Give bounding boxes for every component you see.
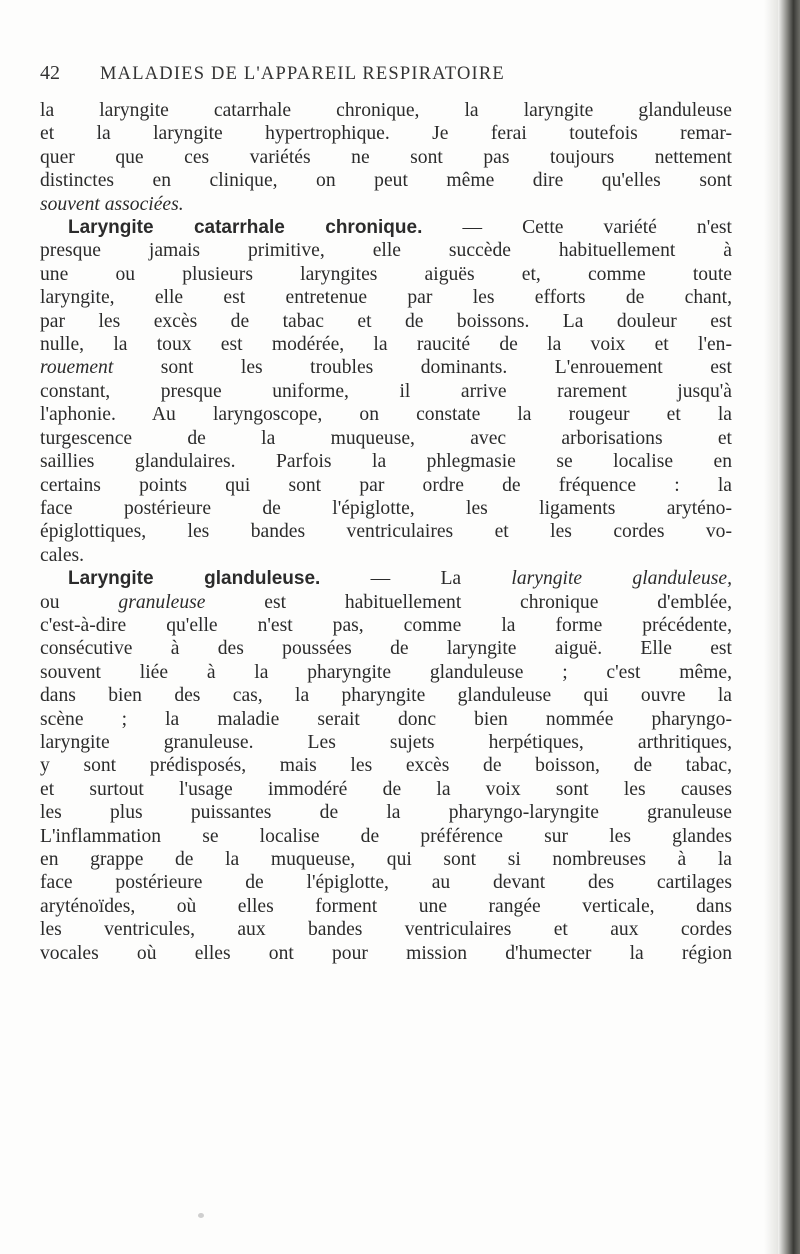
text-line: aryténoïdes, où elles forment une rangée verticale, dans <box>40 895 732 917</box>
section-heading-glandular: Laryngite glanduleuse. <box>68 568 321 590</box>
text-line: y sont prédisposés, mais les excès de boisson, de tabac, <box>40 755 732 777</box>
text-line: en grappe de la muqueuse, qui sont si nombreuses à la <box>40 849 732 870</box>
text-line: laryngite granuleuse. Les sujets herpétiques, arthritiques, <box>40 731 732 753</box>
section-heading-catarrhal: Laryngite catarrhale chronique. <box>68 217 423 239</box>
page-header <box>40 62 740 92</box>
text-line: l'aphonie. Au laryngoscope, on constate la rougeur et la <box>40 404 732 426</box>
paragraph-catarrhal <box>40 216 732 567</box>
text-run: — Cette variété n'est <box>422 217 732 239</box>
text-line: les plus puissantes de la pharyngo-laryngite granuleuse <box>40 802 732 824</box>
text-line: épiglottiques, les bandes ventriculaires et les cordes vo- <box>40 521 732 543</box>
text-line: quer que ces variétés ne sont pas toujours nettement <box>40 146 732 168</box>
text-run: ou <box>40 591 119 613</box>
text-line: une ou plusieurs laryngites aiguës et, comme toute <box>40 263 732 285</box>
text-line <box>40 591 732 614</box>
text-run: est habituellement chronique d'emblée, <box>205 591 732 613</box>
text-line: et la laryngite hypertrophique. Je ferai toutefois remar- <box>40 123 732 145</box>
text-line: et surtout l'usage immodéré de la voix sont les causes <box>40 778 732 800</box>
text-line: face postérieure de l'épiglotte, les ligaments aryténo- <box>40 497 732 519</box>
text-line: laryngite, elle est entretenue par les efforts de chant, <box>40 287 732 309</box>
text-line: certains points qui sont par ordre de fréquence : la <box>40 474 732 496</box>
text-line <box>40 193 732 216</box>
text-line: turgescence de la muqueuse, avec arborisations et <box>40 427 732 449</box>
paragraph-intro <box>40 99 732 216</box>
paper-spot <box>198 1213 204 1218</box>
text-line: dans bien des cas, la pharyngite glanduleuse qui ouvre la <box>40 685 732 707</box>
text-run: sont les troubles dominants. L'enrouement est <box>113 357 732 379</box>
text-line: souvent liée à la pharyngite glanduleuse ; c'est même, <box>40 661 732 683</box>
text-line: face postérieure de l'épiglotte, au devant des cartilages <box>40 872 732 894</box>
text-line: la laryngite catarrhale chronique, la laryngite glanduleuse <box>40 100 732 121</box>
text-run: — La <box>320 568 512 590</box>
text-line: distinctes en clinique, on peut même dire qu'elles sont <box>40 170 732 192</box>
text-line <box>40 356 732 379</box>
text-line: constant, presque uniforme, il arrive rarement jusqu'à <box>40 380 732 402</box>
text-line: scène ; la maladie serait donc bien nommée pharyngo- <box>40 708 732 730</box>
text-line: cales. <box>40 544 85 566</box>
book-binding-edge <box>778 0 800 1254</box>
italic-text: laryngite glanduleuse, <box>511 568 732 590</box>
text-line: les ventricules, aux bandes ventriculaires et aux cordes <box>40 919 732 941</box>
text-line: par les excès de tabac et de boissons. La douleur est <box>40 310 732 332</box>
text-line <box>40 216 732 239</box>
text-line: consécutive à des poussées de laryngite aiguë. Elle est <box>40 638 732 660</box>
running-head: MALADIES DE L'APPAREIL RESPIRATOIRE <box>100 64 505 84</box>
text-line <box>40 567 732 590</box>
page-number: 42 <box>40 62 60 84</box>
body-text <box>40 99 732 965</box>
text-line: c'est-à-dire qu'elle n'est pas, comme la forme précédente, <box>40 614 732 636</box>
italic-text: souvent associées. <box>40 193 184 215</box>
text-line: nulle, la toux est modérée, la raucité de la voix et l'en- <box>40 334 732 356</box>
text-line: vocales où elles ont pour mission d'humecter la région <box>40 942 732 964</box>
italic-text: rouement <box>40 357 114 379</box>
italic-text: granuleuse <box>118 591 206 613</box>
paragraph-glandular <box>40 567 732 965</box>
page-gutter-shadow <box>764 0 778 1254</box>
text-line: saillies glandulaires. Parfois la phlegmasie se localise en <box>40 451 732 473</box>
text-line: presque jamais primitive, elle succède habituellement à <box>40 240 732 262</box>
text-line: L'inflammation se localise de préférence sur les glandes <box>40 825 732 847</box>
